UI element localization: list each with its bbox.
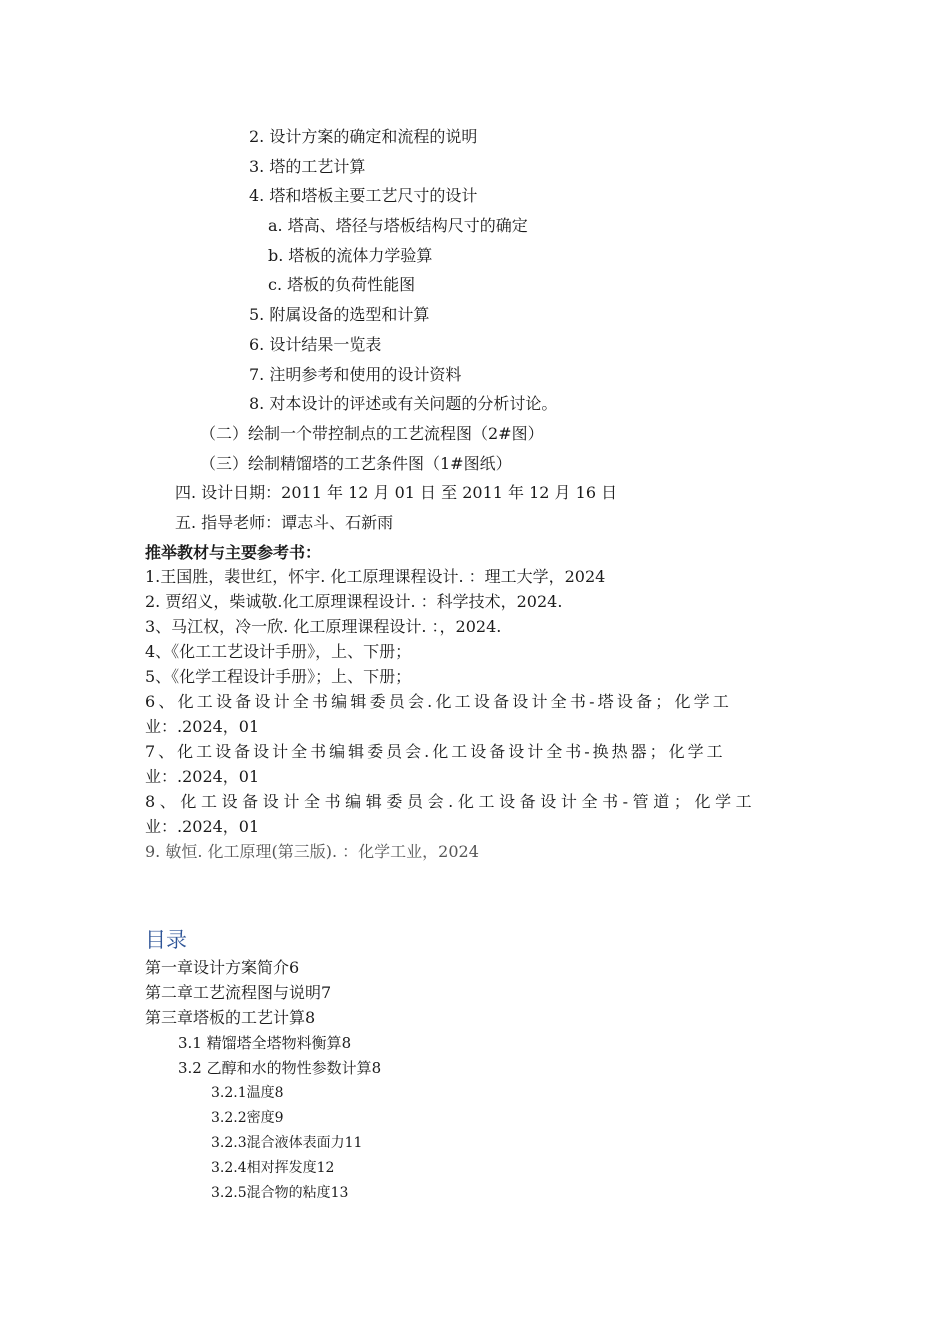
reference-7: 7、化工设备设计全书编辑委员会.化工设备设计全书-换热器；化学工 <box>145 742 726 761</box>
design-date: 四. 设计日期：2011 年 12 月 01 日 至 2011 年 12 月 16 日 <box>175 483 618 502</box>
toc-chapter-3[interactable]: 第三章塔板的工艺计算8 <box>145 1008 316 1027</box>
drawing-item-condition: （三）绘制精馏塔的工艺条件图（1#图纸） <box>200 454 512 473</box>
toc-chapter-2[interactable]: 第二章工艺流程图与说明7 <box>145 983 332 1002</box>
toc-subsection-3-2-3[interactable]: 3.2.3混合液体表面力11 <box>211 1135 363 1151</box>
toc-chapter-1[interactable]: 第一章设计方案简介6 <box>145 958 300 977</box>
reference-8: 8、化工设备设计全书编辑委员会.化工设备设计全书-管道；化学工 <box>145 792 757 811</box>
design-item-4: 4. 塔和塔板主要工艺尺寸的设计 <box>249 186 478 205</box>
toc-section-3-1[interactable]: 3.1 精馏塔全塔物料衡算8 <box>178 1034 352 1052</box>
reference-8-cont: 业：.2024，01 <box>145 817 260 836</box>
design-item-4a: a. 塔高、塔径与塔板结构尺寸的确定 <box>268 216 528 235</box>
reference-6-cont: 业：.2024，01 <box>145 717 260 736</box>
design-item-5: 5. 附属设备的选型和计算 <box>249 305 430 324</box>
reference-1: 1.王国胜，裴世红，怀宇. 化工原理课程设计. ：理工大学，2024 <box>145 567 606 586</box>
reference-6: 6、化工设备设计全书编辑委员会.化工设备设计全书-塔设备；化学工 <box>145 692 733 711</box>
design-item-7: 7. 注明参考和使用的设计资料 <box>249 365 462 384</box>
reference-9: 9. 敏恒. 化工原理(第三版). ：化学工业，2024 <box>145 842 479 861</box>
toc-subsection-3-2-5[interactable]: 3.2.5混合物的粘度13 <box>211 1185 349 1201</box>
design-item-8: 8. 对本设计的评述或有关问题的分析讨论。 <box>249 394 558 413</box>
reference-2: 2. 贾绍义，柴诚敬.化工原理课程设计. ：科学技术，2024. <box>145 592 563 611</box>
design-item-4b: b. 塔板的流体力学验算 <box>268 246 433 265</box>
design-item-2: 2. 设计方案的确定和流程的说明 <box>249 127 478 146</box>
toc-subsection-3-2-4[interactable]: 3.2.4相对挥发度12 <box>211 1160 335 1176</box>
toc-title: 目录 <box>145 928 187 952</box>
design-item-3: 3. 塔的工艺计算 <box>249 157 366 176</box>
advisor: 五. 指导老师：谭志斗、石新雨 <box>175 513 394 532</box>
reference-4: 4、《化工工艺设计手册》，上、下册； <box>145 642 412 661</box>
reference-3: 3、马江权，冷一欣. 化工原理课程设计. ：，2024. <box>145 617 502 636</box>
references-heading: 推举教材与主要参考书： <box>145 543 322 562</box>
drawing-item-flowchart: （二）绘制一个带控制点的工艺流程图（2#图） <box>200 424 544 443</box>
reference-5: 5、《化学工程设计手册》；上、下册； <box>145 667 412 686</box>
toc-section-3-2[interactable]: 3.2 乙醇和水的物性参数计算8 <box>178 1059 382 1077</box>
design-item-6: 6. 设计结果一览表 <box>249 335 382 354</box>
design-item-4c: c. 塔板的负荷性能图 <box>268 275 416 294</box>
toc-subsection-3-2-2[interactable]: 3.2.2密度9 <box>211 1110 284 1126</box>
toc-subsection-3-2-1[interactable]: 3.2.1温度8 <box>211 1085 284 1101</box>
reference-7-cont: 业：.2024，01 <box>145 767 260 786</box>
